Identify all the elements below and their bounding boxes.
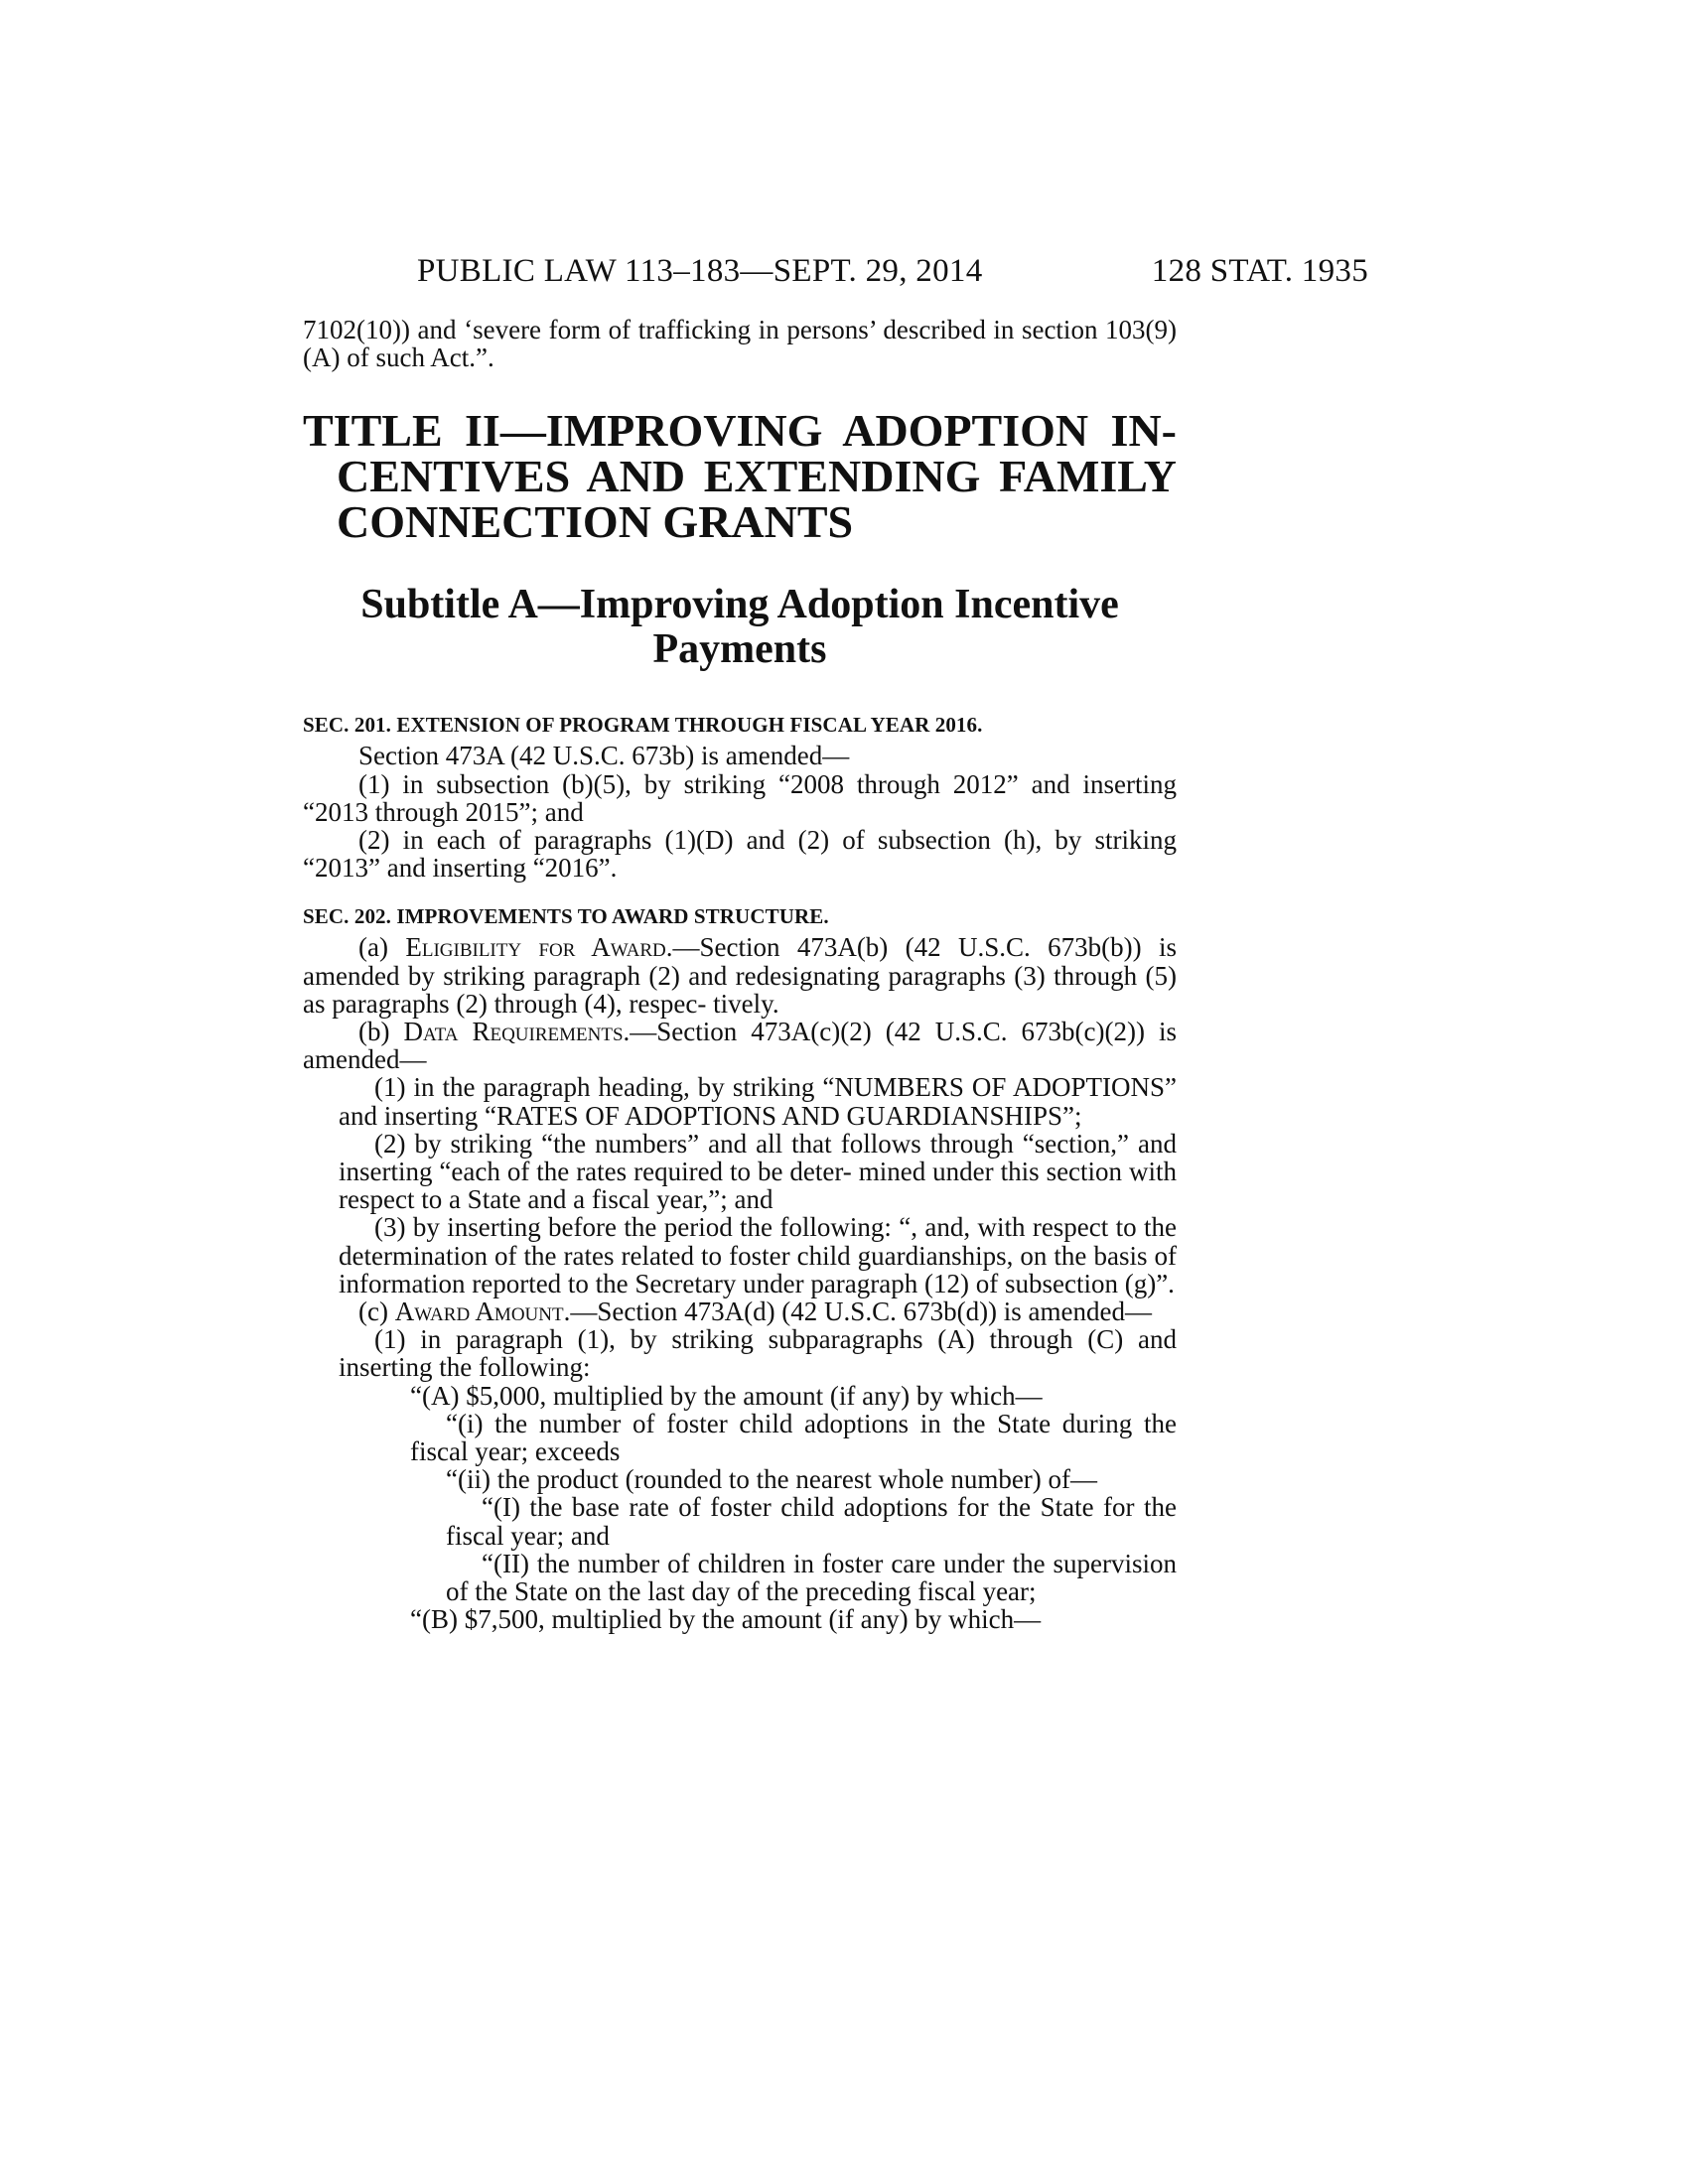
clause-i: “(i) the number of foster child adoptions in the State during the fiscal year; exceeds	[410, 1408, 1177, 1467]
section-201-heading: SEC. 201. EXTENSION OF PROGRAM THROUGH FISCAL YEAR 2016.	[303, 713, 983, 738]
title-heading: TITLE II—IMPROVING ADOPTION IN- CENTIVES AND EXTENDING FAMILY CONNECTION GRANTS	[303, 405, 1177, 548]
continued-paragraph: 7102(10)) and ‘severe form of trafficking in persons’ described in section 103(9)(A) of such Act.”.	[303, 315, 1177, 373]
subsection-c-text: .—Section 473A(d) (42 U.S.C. 673b(d)) is amended—	[563, 1297, 1153, 1327]
subparagraph-A: “(A) $5,000, multiplied by the amount (if any) by which—	[410, 1380, 1043, 1411]
subparagraph-B: “(B) $7,500, multiplied by the amount (if any) by which—	[410, 1604, 1042, 1635]
section-202-heading: SEC. 202. IMPROVEMENTS TO AWARD STRUCTURE.	[303, 904, 829, 929]
subsection-c	[303, 1297, 1177, 1325]
subsection-a-caption: Eligibility for Award	[405, 932, 666, 963]
subsection-a-text: .—Section 473A(b) (42 U.S.C. 673b(b)) is amended by striking paragraph (2) and redesignating paragraphs (3) through (5) as paragraphs (2) through (4), respec- tively.	[303, 932, 1177, 1019]
section-201-intro: Section 473A (42 U.S.C. 673b) is amended—	[358, 741, 850, 771]
subsection-b-item-1: (1) in the paragraph heading, by striking “NUMBERS OF ADOPTIONS” and inserting “RATES OF ADOPTIONS AND GUARDIANSHIPS”;	[339, 1072, 1177, 1131]
statute-page-number: 128 STAT. 1935	[1151, 253, 1368, 289]
subsection-a-label: (a)	[358, 932, 388, 963]
subclause-I: “(I) the base rate of foster child adoptions for the State for the fiscal year; and	[446, 1492, 1177, 1551]
subsection-b-text: .—Section 473A(c)(2) (42 U.S.C. 673b(c)(2)) is amended—	[303, 1017, 1178, 1075]
public-law-citation: PUBLIC LAW 113–183—SEPT. 29, 2014	[417, 253, 983, 289]
subsection-b-caption: Data Requirements	[403, 1017, 624, 1047]
subsection-b-label: (b)	[358, 1017, 390, 1047]
subsection-b-item-2: (2) by striking “the numbers” and all that follows through “section,” and inserting “each of the rates required to be deter- mined under this section with respect to a State and a fiscal year,”; and	[339, 1128, 1177, 1215]
clause-ii: “(ii) the product (rounded to the nearest whole number) of—	[446, 1464, 1098, 1495]
subsection-c-item-1: (1) in paragraph (1), by striking subparagraphs (A) through (C) and inserting the following:	[339, 1324, 1177, 1383]
subclause-II: “(II) the number of children in foster care under the supervision of the State on the last day of the preceding fiscal year;	[446, 1548, 1177, 1607]
subsection-c-caption: Award Amount	[394, 1297, 564, 1327]
subsection-c-label: (c)	[358, 1297, 388, 1327]
subsection-b	[303, 1018, 1177, 1073]
body-column	[303, 316, 1177, 1634]
subsection-b-item-3: (3) by inserting before the period the following: “, and, with respect to the determination of the rates related to foster child guardianships, on the basis of information reported to the Secretary under paragraph (12) of subsection (g)”.	[339, 1212, 1177, 1298]
subsection-a	[303, 933, 1177, 1018]
section-201-item-2: (2) in each of paragraphs (1)(D) and (2) of subsection (h), by striking “2013” and inserting “2016”.	[303, 825, 1177, 884]
section-201-item-1: (1) in subsection (b)(5), by striking “2008 through 2012” and inserting “2013 through 2015”; and	[303, 768, 1177, 827]
subtitle-heading: Subtitle A—Improving Adoption Incentive Payments	[360, 582, 1119, 673]
